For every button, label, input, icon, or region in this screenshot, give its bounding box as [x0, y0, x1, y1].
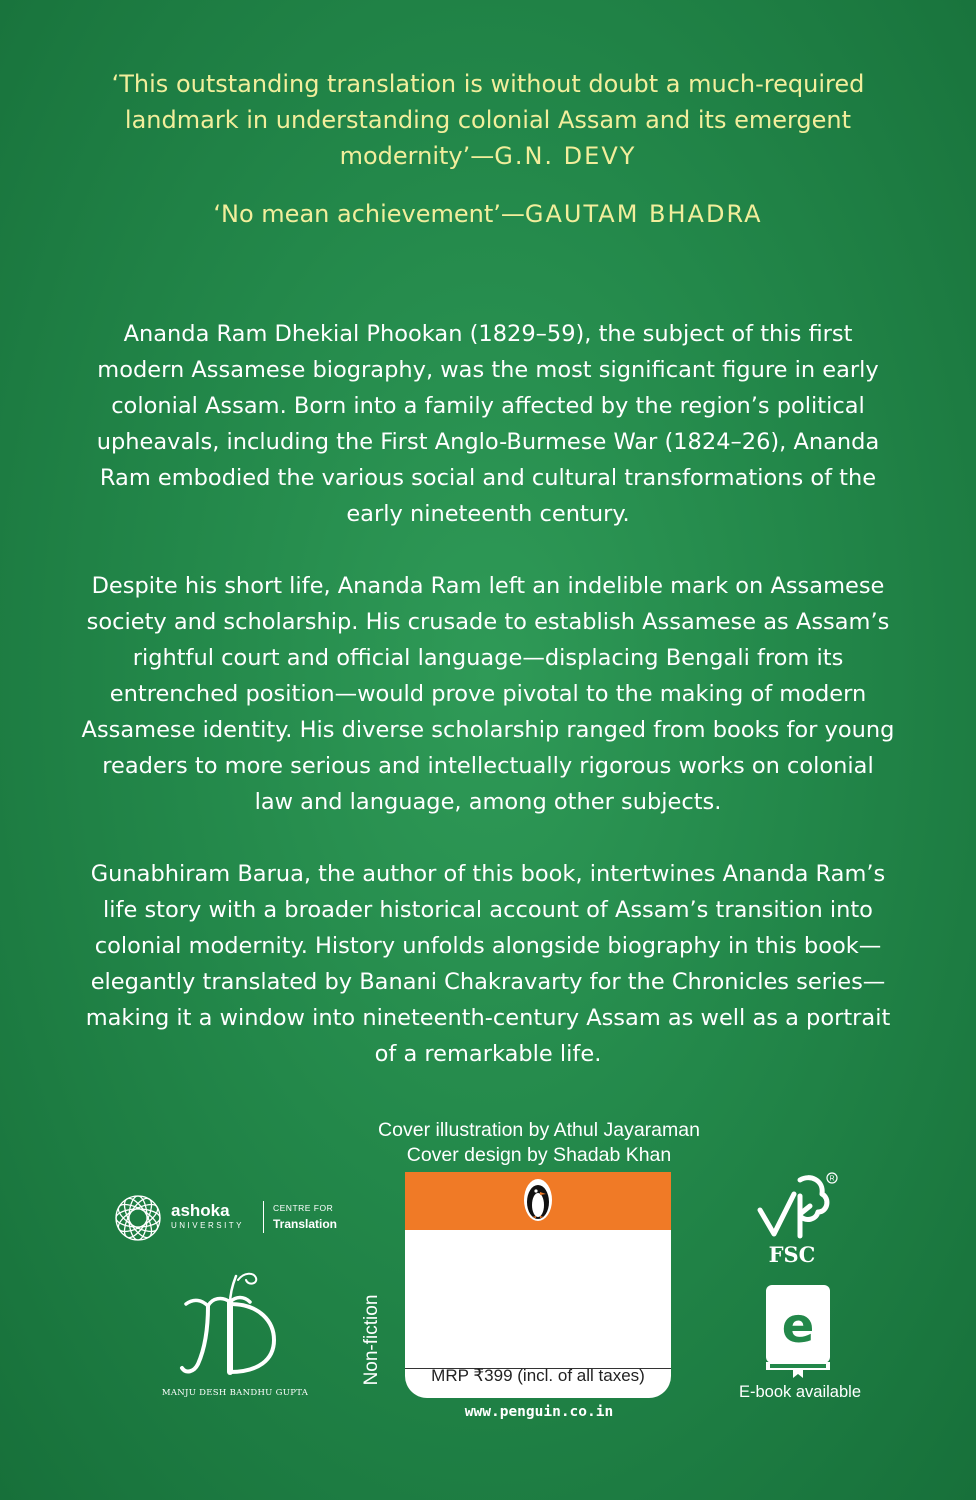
penguin-price-box	[405, 1172, 671, 1398]
svg-text:e: e	[781, 1298, 815, 1354]
blurb-paragraph-2: Despite his short life, Ananda Ram left an indelible mark on Assamese society and scholarship. His crusade to establish Assamese as Assam’s rightful court and official language—displacing Bengali from its entrenched position—would prove pivotal to the making of modern Assamese identity. His diverse scholarship ranged from books for young readers to more serious and intellectually rigorous works on colonial law and language, among other subjects.	[81, 573, 895, 815]
translation-label: Translation	[273, 1217, 338, 1231]
blurb	[80, 316, 896, 1108]
penguin-logo-icon	[523, 1178, 553, 1222]
publisher-url: www.penguin.co.in	[464, 1404, 614, 1420]
svg-text:R: R	[829, 1175, 835, 1183]
illustration-credit: Cover illustration by Athul Jayaraman	[378, 1119, 700, 1141]
ebook-icon	[763, 1282, 835, 1378]
quote-bhadra-text: ‘No mean achievement’—	[213, 200, 525, 228]
centre-for-label: CENTRE FOR	[273, 1203, 334, 1213]
ebook-label: E-book available	[739, 1383, 861, 1401]
mdbg-name: MANJU DESH BANDHU GUPTA	[161, 1388, 309, 1398]
quote-devy	[60, 66, 916, 174]
quote-devy-author: G.N. DEVY	[494, 142, 637, 170]
mdbg-monogram-icon	[160, 1268, 310, 1386]
cover-credits	[339, 1118, 739, 1168]
mrp-price: MRP ₹399 (incl. of all taxes)	[431, 1366, 645, 1385]
mdbg-logo	[160, 1268, 310, 1398]
quote-bhadra	[60, 196, 916, 232]
blurb-paragraph-1: Ananda Ram Dhekial Phookan (1829–59), the subject of this first modern Assamese biography, was the most significant figure in early colonial Assam. Born into a family affected by the region’s political upheavals, including the First Anglo-Burmese War (1824–26), Ananda Ram embodied the various social and cultural transformations of the early nineteenth century.	[96, 321, 880, 527]
category-label: Non-fiction	[361, 1294, 382, 1386]
fsc-tree-icon	[752, 1170, 842, 1242]
ashoka-divider	[263, 1201, 264, 1233]
ashoka-university: UNIVERSITY	[171, 1221, 245, 1230]
fsc-logo	[752, 1170, 842, 1270]
ashoka-word: ashoka	[171, 1201, 230, 1220]
quote-bhadra-author: GAUTAM BHADRA	[524, 200, 763, 228]
blurb-paragraph-3: Gunabhiram Barua, the author of this book, intertwines Ananda Ram’s life story with a broader historical account of Assam’s transition into colonial modernity. History unfolds alongside biography in this book—elegantly translated by Banani Chakravarty for the Chronicles series—making it a window into nineteenth-century Assam as well as a portrait of a remarkable life.	[85, 861, 891, 1067]
penguin-band	[405, 1172, 671, 1230]
ashoka-logo	[113, 1193, 353, 1245]
ashoka-spiral-icon	[113, 1193, 163, 1243]
fsc-label: FSC	[768, 1242, 816, 1267]
quote-devy-text: ‘This outstanding translation is without doubt a much-required landmark in understanding colonial Assam and its emergent modernity’—	[111, 70, 865, 170]
review-quotes	[60, 66, 916, 232]
design-credit: Cover design by Shadab Khan	[406, 1144, 672, 1166]
